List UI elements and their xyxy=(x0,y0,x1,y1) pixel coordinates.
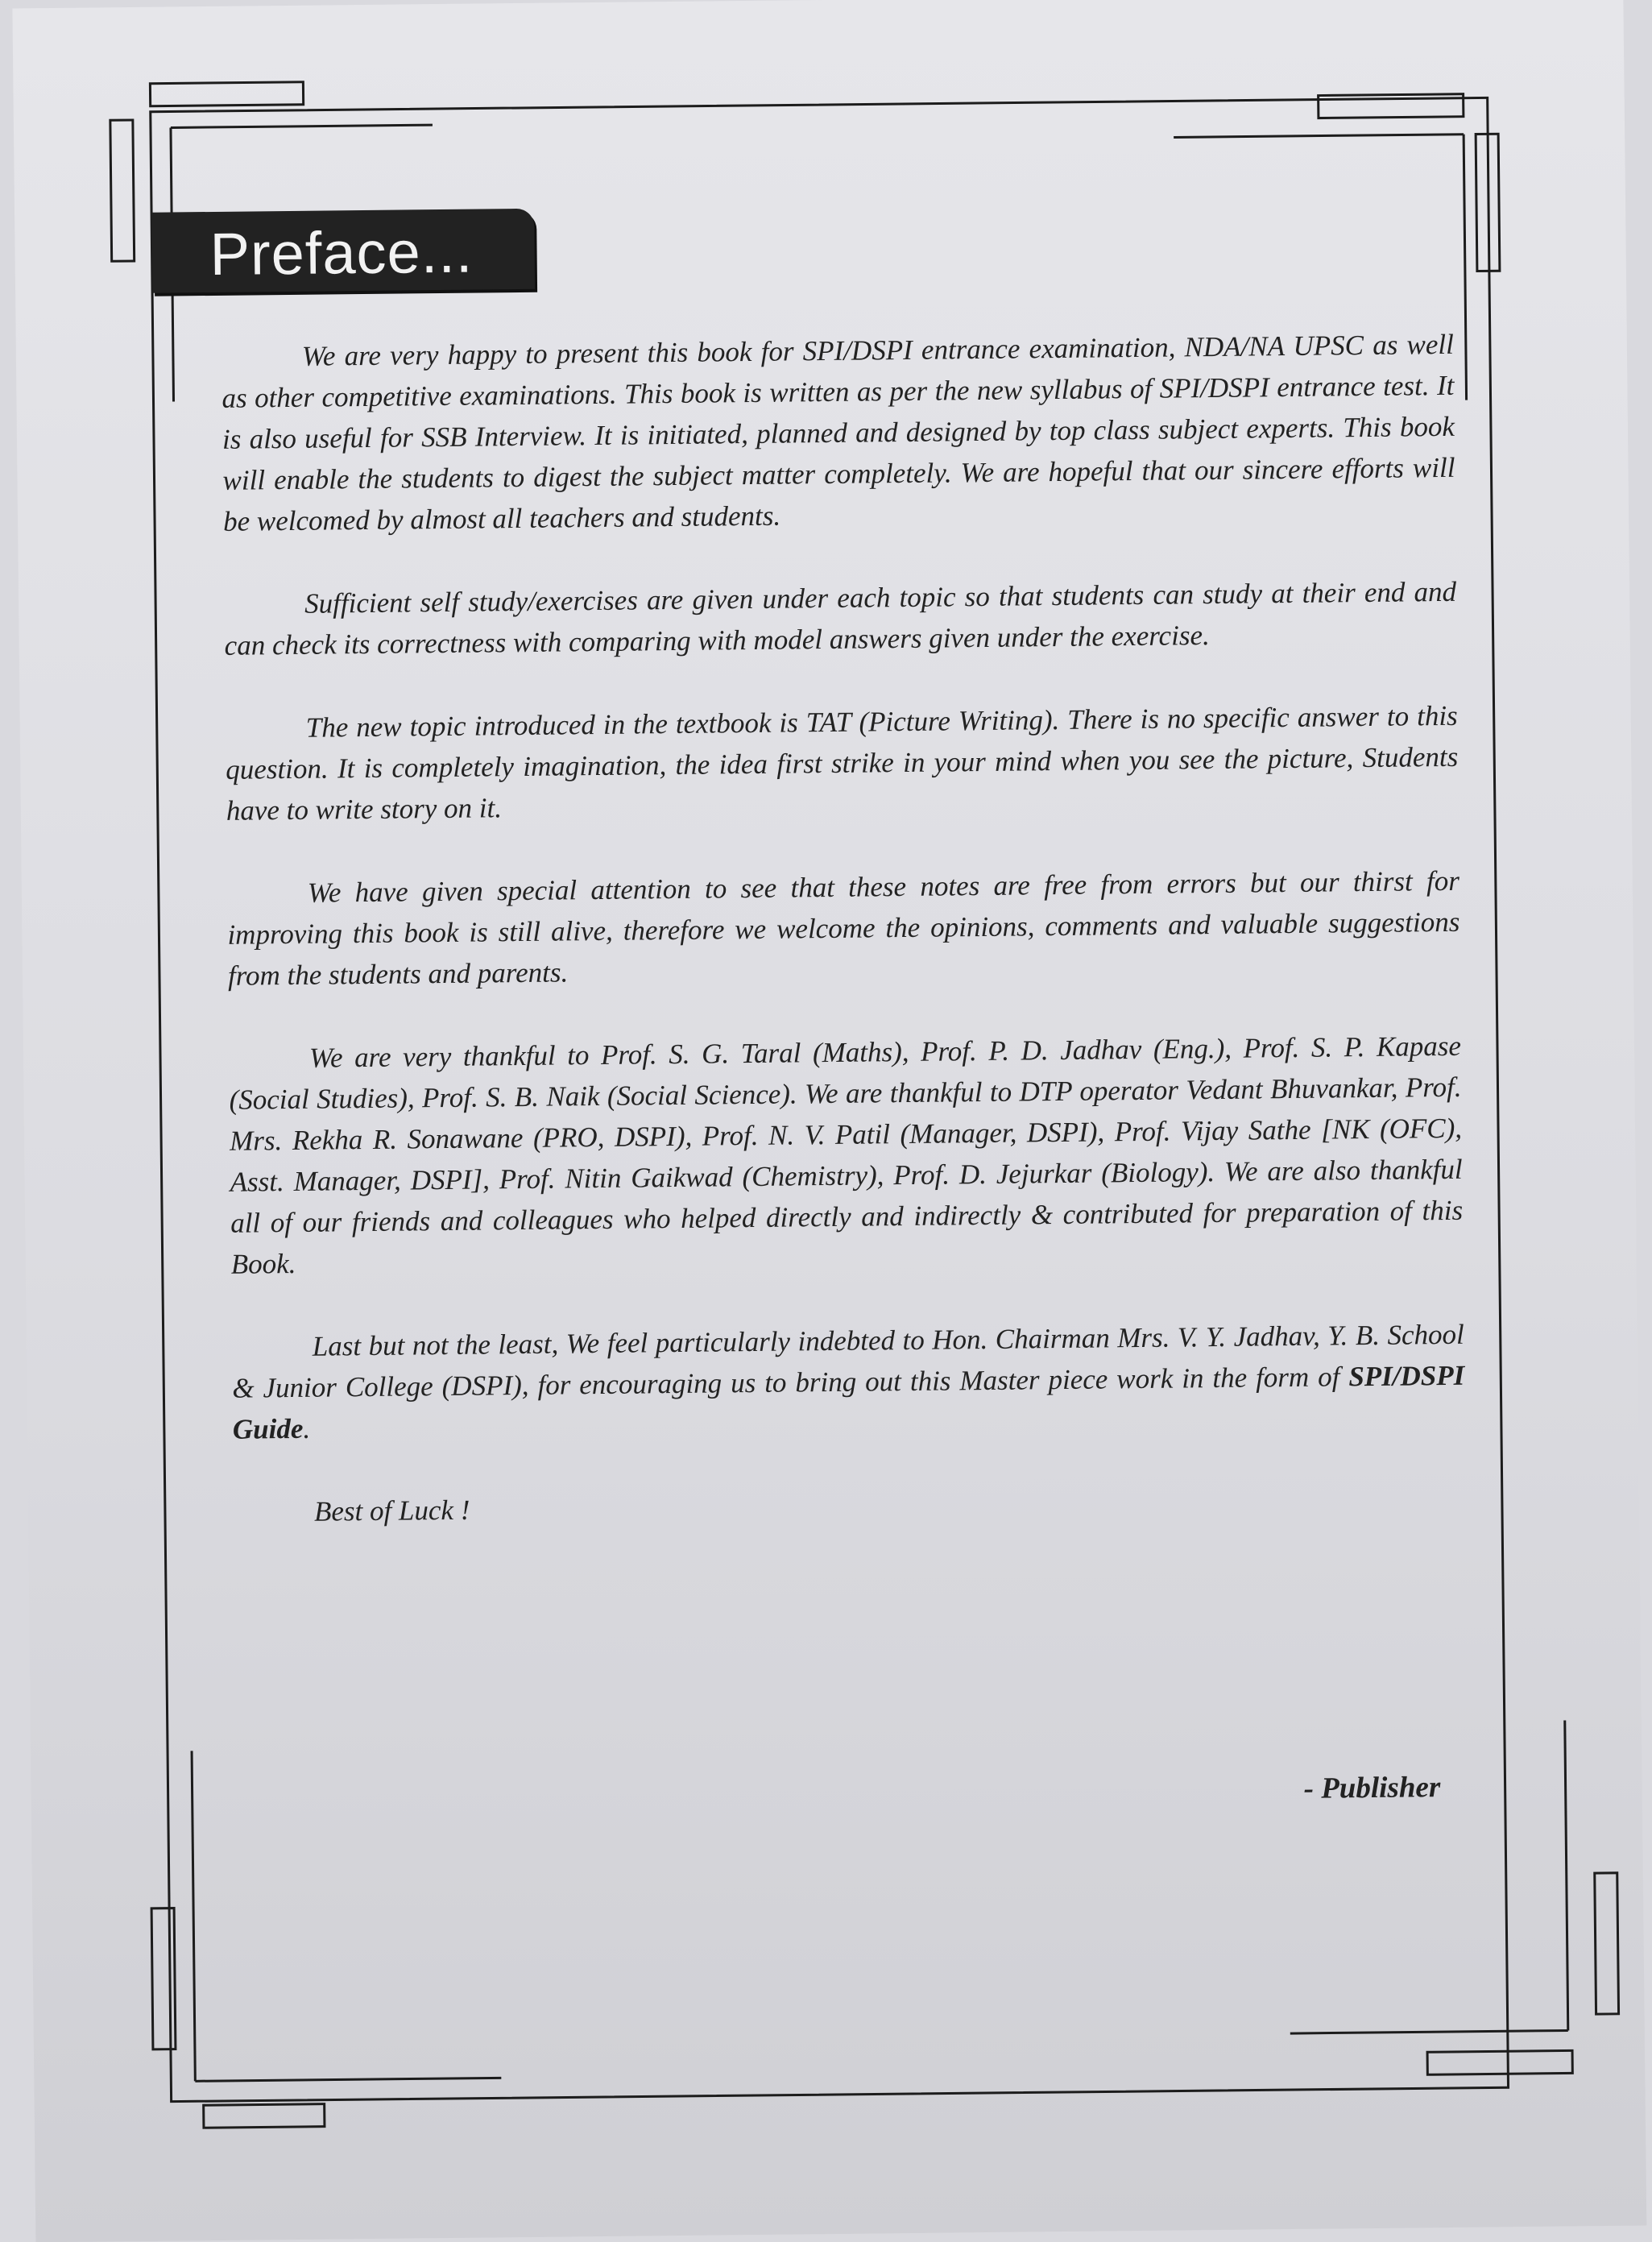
guide-title: SPI/DSPI Guide xyxy=(232,1359,1465,1445)
page-title: Preface... xyxy=(209,218,474,288)
paragraph-special-attention: We have given special attention to see that these notes are free from errors but our thirst for improving this book is still alive, therefore we welcome the opinions, comments and valuable suggestions from the students and parents. xyxy=(227,864,1460,992)
paragraph-tat-topic: The new topic introduced in the textbook is TAT (Picture Writing). There is no specific answer to this question. It is completely imagination, the idea first strike in your mind when you see the picture, Students have to write story on it. xyxy=(226,699,1459,827)
frame-corner-bottom-left-vertical xyxy=(151,1908,176,2049)
frame-corner-top-left-horizontal xyxy=(150,82,303,106)
paragraph-self-study: Sufficient self study/exercises are given under each topic so that students can study at their end and can check its correctness with comparing with model answers given under the exercise. xyxy=(224,575,1457,661)
frame-corner-bottom-left-horizontal xyxy=(204,2104,325,2128)
preface-heading-banner xyxy=(151,209,535,293)
frame-corner-top-left-vertical xyxy=(110,120,135,261)
publisher-signature: - Publisher xyxy=(1303,1771,1441,1805)
frame-corner-bottom-right-horizontal xyxy=(1427,2050,1572,2074)
paragraph-acknowledgements: We are very thankful to Prof. S. G. Taral (Maths), Prof. P. D. Jadhav (Eng.), Prof. S. P. Kapase (Social Studies), Prof. S. B. Naik (Social Science). We are thankful to DTP operator Vedant Bhuvankar, Prof. Mrs. Rekha R. Sonawane (PRO, DSPI), Prof. N. V. Patil (Manager, DSPI), Prof. Vijay Sathe [NK (OFC), Asst. Manager, DSPI], Prof. Nitin Gaikwad (Chemistry), Prof. D. Jejurkar (Biology). We are also thankful all of our friends and colleagues who helped directly and indirectly & contributed for preparation of this Book. xyxy=(229,1030,1464,1280)
closing-period: . xyxy=(303,1412,311,1444)
closing-text: Last but not the least, We feel particularly indebted to Hon. Chairman Mrs. V. Y. Jadhav, Y. B. School & Junior College (DSPI), for encouraging us to bring out this Master piece work in the form of xyxy=(232,1318,1464,1404)
signoff-line: Best of Luck ! xyxy=(313,1494,470,1527)
paragraph-closing xyxy=(232,1314,1466,1450)
paragraph-introduction: We are very happy to present this book for SPI/DSPI entrance examination, NDA/NA UPSC as well as other competitive examinations. This book is written as per the new syllabus of SPI/DSPI entrance test. It is also useful for SSB Interview. It is initiated, planned and designed by top class subject experts. This book will enable the students to digest the subject matter completely. We are hopeful that our sincere efforts will be welcomed by almost all teachers and students. xyxy=(222,328,1455,537)
book-page xyxy=(12,0,1646,2242)
preface-body xyxy=(222,324,1466,1533)
frame-corner-bottom-right-vertical xyxy=(1595,1873,1619,2014)
